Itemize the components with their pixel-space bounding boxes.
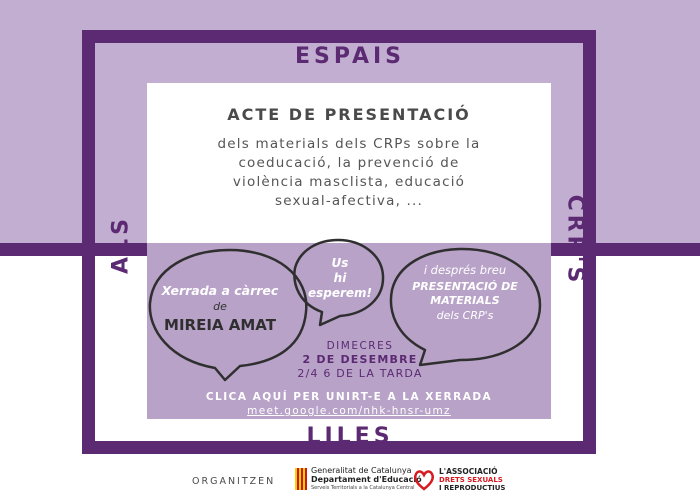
frame-left-word: ALS — [108, 215, 134, 274]
description-line: violència masclista, educació — [232, 174, 466, 190]
gencat-line1: Generalitat de Catalunya — [311, 466, 412, 475]
gencat-logo[interactable] — [295, 466, 422, 494]
right-bubble-line4: dels CRP's — [436, 309, 494, 322]
description-line: dels materials dels CRPs sobre la — [217, 136, 481, 152]
speaker-name: MIREIA AMAT — [164, 316, 276, 334]
frame-top-word: ESPAIS — [294, 44, 406, 69]
association-line3: I REPRODUCTIUS — [439, 484, 506, 492]
left-bubble-line2: de — [213, 300, 227, 313]
join-talk-link[interactable]: CLICA AQUÍ PER UNIRT-E A LA XERRADA — [205, 391, 493, 403]
middle-bubble-line3: esperem! — [307, 286, 373, 300]
association-line2: DRETS SEXUALS — [439, 476, 503, 484]
right-bubble-line3: MATERIALS — [430, 294, 500, 307]
gencat-emblem-icon — [295, 468, 307, 490]
right-bubble-line2: PRESENTACIÓ DE — [412, 280, 518, 293]
frame-bottom-word: LILES — [306, 424, 394, 449]
description-line: sexual-afectiva, ... — [274, 193, 424, 209]
event-title: ACTE DE PRESENTACIÓ — [227, 105, 471, 124]
association-logo[interactable] — [412, 467, 522, 495]
event-time: 2/4 6 DE LA TARDA — [297, 367, 423, 380]
right-bubble-line1: i després breu — [423, 263, 507, 277]
middle-bubble-line1: Us — [331, 256, 349, 270]
left-bubble-line1: Xerrada a càrrec — [161, 283, 279, 298]
gencat-line2: Departament d'Educació — [311, 475, 422, 484]
event-date: 2 DE DESEMBRE — [302, 353, 418, 366]
meet-link[interactable]: meet.google.com/nhk-hnsr-umz — [247, 405, 451, 417]
middle-bubble-line2: hi — [333, 271, 347, 285]
event-day: DIMECRES — [326, 340, 394, 352]
organizers-label: ORGANITZEN — [192, 476, 276, 487]
frame-right-word: CRP'S — [562, 194, 588, 287]
association-line1: L'ASSOCIACIÓ — [439, 467, 498, 476]
association-emblem-icon — [412, 469, 436, 491]
gencat-line3: Serveis Territorials a la Catalunya Central — [311, 485, 415, 491]
description-line: coeducació, la prevenció de — [238, 155, 460, 171]
